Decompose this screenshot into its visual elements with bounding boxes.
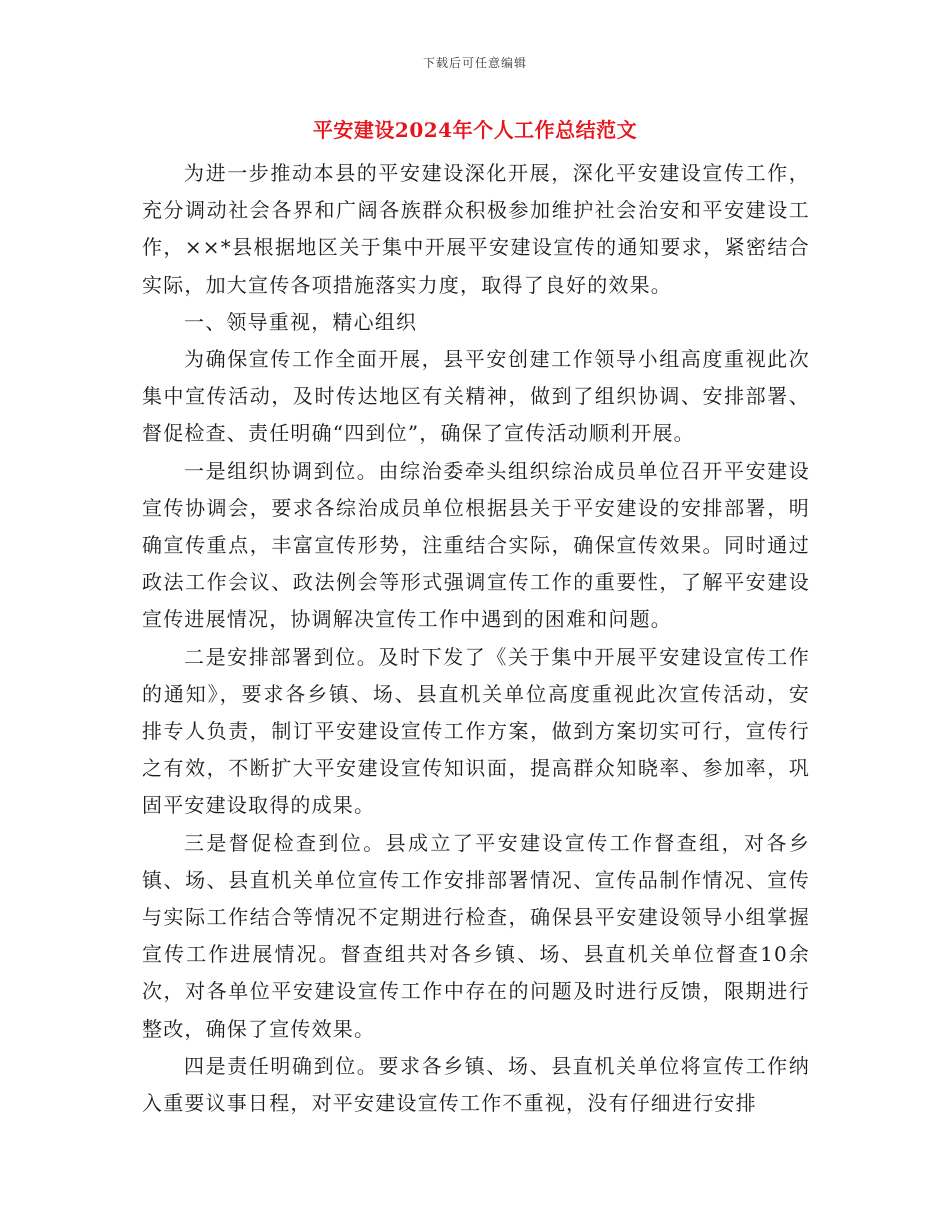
paragraph: 为确保宣传工作全面开展，县平安创建工作领导小组高度重视此次集中宣传活动，及时传达地区有关精神，做到了组织协调、安排部署、督促检查、责任明确“四到位”，确保了宣传活动顺利开展。 — [142, 347, 810, 446]
paragraph-intro: 为进一步推动本县的平安建设深化开展，深化平安建设宣传工作，充分调动社会各界和广阔各族群众积极参加维护社会治安和平安建设工作，××*县根据地区关于集中开展平安建设宣传的通知要求，紧密结合实际，加大宣传各项措施落实力度，取得了良好的效果。 — [142, 161, 810, 297]
section-heading-1: 一、领导重视，精心组织 — [184, 309, 418, 334]
document-title: 平安建设2024年个人工作总结范文 — [312, 118, 638, 142]
paragraph: 一是组织协调到位。由综治委牵头组织综治成员单位召开平安建设宣传协调会，要求各综治成员单位根据县关于平安建设的安排部署，明确宣传重点，丰富宣传形势，注重结合实际，确保宣传效果。同时通过政法工作会议、政法例会等形式强调宣传工作的重要性，了解平安建设宣传进展情况，协调解决宣传工作中遇到的困难和问题。 — [142, 458, 810, 632]
paragraph: 四是责任明确到位。要求各乡镇、场、县直机关单位将宣传工作纳入重要议事日程，对平安建设宣传工作不重视，没有仔细进行安排 — [142, 1053, 810, 1116]
paragraph: 二是安排部署到位。及时下发了《关于集中开展平安建设宣传工作的通知》，要求各乡镇、场、县直机关单位高度重视此次宣传活动，安排专人负责，制订平安建设宣传工作方案，做到方案切实可行，宣传行之有效，不断扩大平安建设宣传知识面，提高群众知晓率、参加率，巩固平安建设取得的成果。 — [142, 644, 810, 818]
header-note: 下载后可任意编辑 — [422, 56, 527, 70]
document-body — [142, 155, 810, 1122]
paragraph: 三是督促检查到位。县成立了平安建设宣传工作督查组，对各乡镇、场、县直机关单位宣传工作安排部署情况、宣传品制作情况、宣传与实际工作结合等情况不定期进行检查，确保县平安建设领导小组掌握宣传工作进展情况。督查组共对各乡镇、场、县直机关单位督查10余次，对各单位平安建设宣传工作中存在的问题及时进行反馈，限期进行整改，确保了宣传效果。 — [142, 830, 810, 1041]
